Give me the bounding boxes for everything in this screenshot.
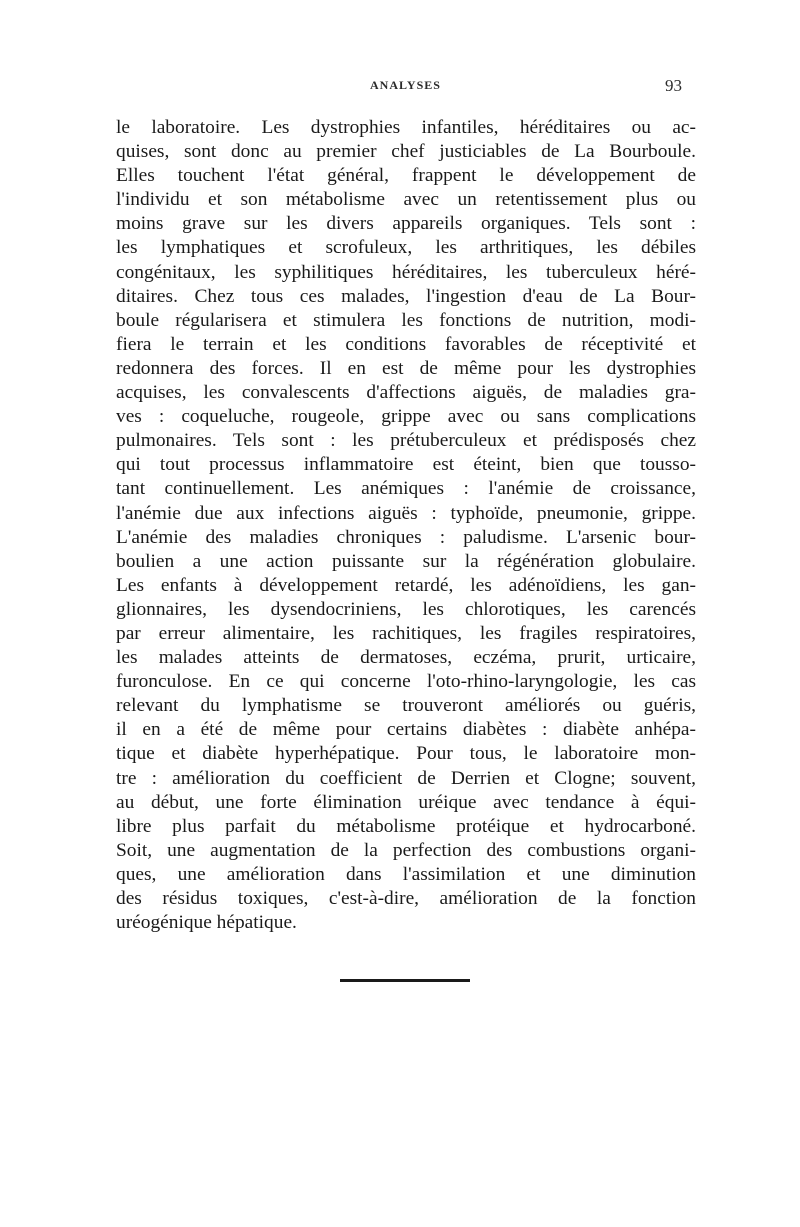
text-line: moins grave sur les divers appareils organiques. Tels sont : [116, 213, 696, 235]
text-line: pulmonaires. Tels sont : les prétuberculeux et prédisposés chez [116, 430, 696, 452]
text-line: boulien a une action puissante sur la régénération globulaire. [116, 550, 696, 572]
text-line: le laboratoire. Les dystrophies infantiles, héréditaires ou ac- [116, 117, 696, 138]
text-line: Elles touchent l'état général, frappent le développement de [116, 165, 696, 187]
text-line: Les enfants à développement retardé, les adénoïdiens, les gan- [116, 574, 696, 596]
page-header [116, 78, 682, 102]
text-line: l'individu et son métabolisme avec un retentissement plus ou [116, 189, 696, 211]
text-line: furonculose. En ce qui concerne l'oto-rhino-laryngologie, les cas [116, 671, 696, 693]
text-line: tant continuellement. Les anémiques : l'anémie de croissance, [116, 478, 696, 500]
text-line: redonnera des forces. Il en est de même pour les dystrophies [116, 357, 696, 379]
end-rule [340, 979, 470, 982]
text-line: tique et diabète hyperhépatique. Pour tous, le laboratoire mon- [116, 743, 696, 765]
text-line: congénitaux, les syphilitiques héréditaires, les tuberculeux héré- [116, 261, 696, 283]
text-line: au début, une forte élimination uréique avec tendance à équi- [116, 791, 696, 813]
text-line: uréogénique hépatique. [116, 912, 297, 934]
text-line: fiera le terrain et les conditions favorables de réceptivité et [116, 333, 696, 355]
text-line: il en a été de même pour certains diabètes : diabète anhépa- [116, 719, 696, 741]
text-line: glionnaires, les dysendocriniens, les chlorotiques, les carencés [116, 598, 696, 620]
text-line: les malades atteints de dermatoses, eczéma, prurit, urticaire, [116, 647, 696, 669]
text-line: ditaires. Chez tous ces malades, l'ingestion d'eau de La Bour- [116, 285, 696, 307]
text-line: des résidus toxiques, c'est-à-dire, amélioration de la fonction [116, 888, 696, 909]
text-line: boule régularisera et stimulera les fonctions de nutrition, modi- [116, 309, 696, 331]
text-line: relevant du lymphatisme se trouveront améliorés ou guéris, [116, 695, 696, 717]
text-line: par erreur alimentaire, les rachitiques, les fragiles respiratoires, [116, 622, 696, 644]
text-line: acquises, les convalescents d'affections aiguës, de maladies gra- [116, 382, 696, 404]
page-number: 93 [665, 76, 682, 95]
text-line: quises, sont donc au premier chef justiciables de La Bourboule. [116, 141, 696, 163]
body-paragraph [116, 116, 696, 935]
running-title: ANALYSES [370, 78, 441, 92]
text-line: L'anémie des maladies chroniques : paludisme. L'arsenic bour- [116, 526, 696, 548]
text-line: ques, une amélioration dans l'assimilation et une diminution [116, 863, 696, 885]
text-line: les lymphatiques et scrofuleux, les arthritiques, les débiles [116, 237, 696, 259]
text-line: libre plus parfait du métabolisme protéique et hydrocarboné. [116, 815, 696, 837]
text-line: ves : coqueluche, rougeole, grippe avec ou sans complications [116, 406, 696, 428]
text-line: qui tout processus inflammatoire est éteint, bien que tousso- [116, 454, 696, 476]
text-line: Soit, une augmentation de la perfection des combustions organi- [116, 839, 696, 861]
text-line: tre : amélioration du coefficient de Derrien et Clogne; souvent, [116, 767, 696, 789]
text-line: l'anémie due aux infections aiguës : typhoïde, pneumonie, grippe. [116, 502, 696, 524]
